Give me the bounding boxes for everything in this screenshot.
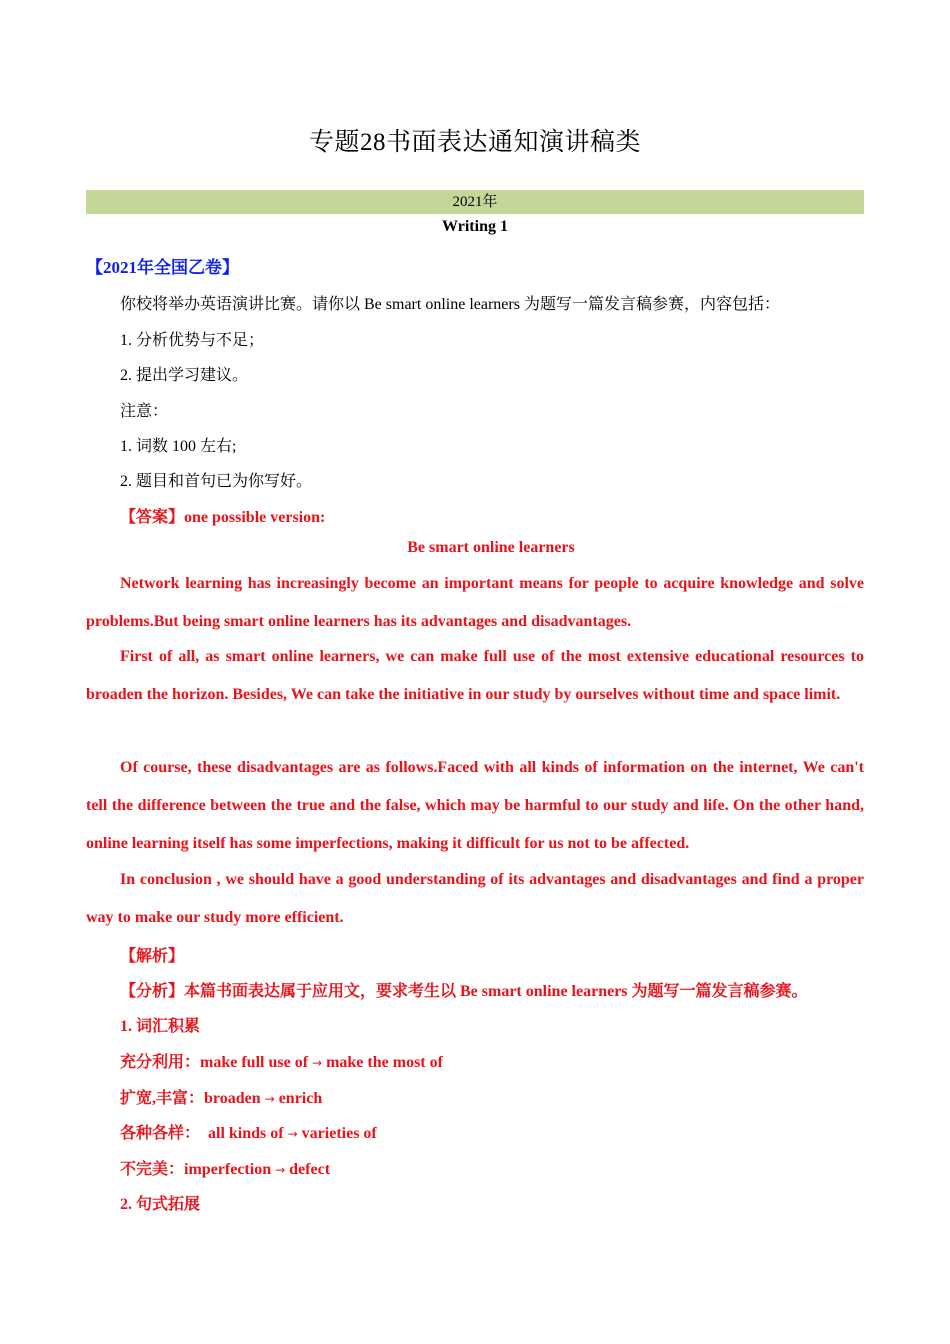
vocab-cn: 扩宽,丰富： (120, 1090, 205, 1107)
vocab-from: make full use of (200, 1054, 309, 1071)
vocab-cn: 不完美： (120, 1161, 185, 1178)
vocab-from: imperfection (184, 1161, 272, 1178)
note-2: 2. 题目和首句已为你写好。 (120, 473, 313, 490)
year-banner: 2021年 (86, 190, 864, 214)
vocab-item (120, 1120, 377, 1143)
arrow-icon: → (312, 1056, 323, 1070)
writing-label: Writing 1 (442, 218, 508, 235)
vocab-item (120, 1049, 443, 1072)
essay-paragraph: Of course, these disadvantages are as follows.Faced with all kinds of information on the internet, We can't tell the difference between the true and the false, which may be harmful to our study and life. On the other hand, online learning itself has some imperfections, making it difficult for us not to be affected. (86, 759, 864, 852)
answer-label: 【答案】one possible version: (120, 509, 326, 526)
arrow-icon: → (275, 1163, 286, 1177)
analysis-label: 【解析】 (120, 948, 185, 965)
essay-paragraph: First of all, as smart online learners, we can make full use of the most extensive educational resources to broaden the horizon. Besides, We can take the initiative in our study by ourselves without time and space limit. (86, 648, 864, 703)
arrow-icon: → (264, 1092, 275, 1106)
essay-paragraph: In conclusion , we should have a good understanding of its advantages and disadvantages and find a proper way to make our study more efficient. (86, 871, 864, 926)
essay-title: Be smart online learners (407, 539, 575, 556)
prompt-intro: 你校将举办英语演讲比赛。请你以 Be smart online learners 为题写一篇发言稿参赛，内容包括： (120, 296, 780, 313)
arrow-icon: → (287, 1127, 298, 1141)
analysis-summary: 【分析】本篇书面表达属于应用文，要求考生以 Be smart online learners 为题写一篇发言稿参赛。 (120, 983, 808, 1000)
vocab-from: broaden (204, 1090, 261, 1107)
vocab-from: all kinds of (208, 1125, 284, 1142)
exam-tag: 【2021年全国乙卷】 (86, 258, 239, 277)
essay-paragraph: Network learning has increasingly become an important means for people to acquire knowledge and solve problems.But being smart online learners has its advantages and disadvantages. (86, 575, 864, 630)
note-1: 1. 词数 100 左右; (120, 438, 237, 455)
vocab-to: defect (289, 1161, 331, 1178)
vocab-to: make the most of (326, 1054, 443, 1071)
vocab-item (120, 1156, 330, 1179)
sentence-heading: 2. 句式拓展 (120, 1196, 201, 1213)
vocab-cn: 充分利用： (120, 1054, 201, 1071)
page-title: 专题28书面表达通知演讲稿类 (308, 129, 641, 156)
vocab-to: enrich (278, 1090, 323, 1107)
vocab-to: varieties of (301, 1125, 377, 1142)
note-label: 注意： (120, 403, 169, 420)
vocab-cn: 各种各样： (120, 1125, 209, 1142)
prompt-point-2: 2. 提出学习建议。 (120, 367, 249, 384)
vocab-heading: 1. 词汇积累 (120, 1018, 201, 1035)
vocab-item (120, 1085, 322, 1108)
prompt-point-1: 1. 分析优势与不足； (120, 332, 265, 349)
